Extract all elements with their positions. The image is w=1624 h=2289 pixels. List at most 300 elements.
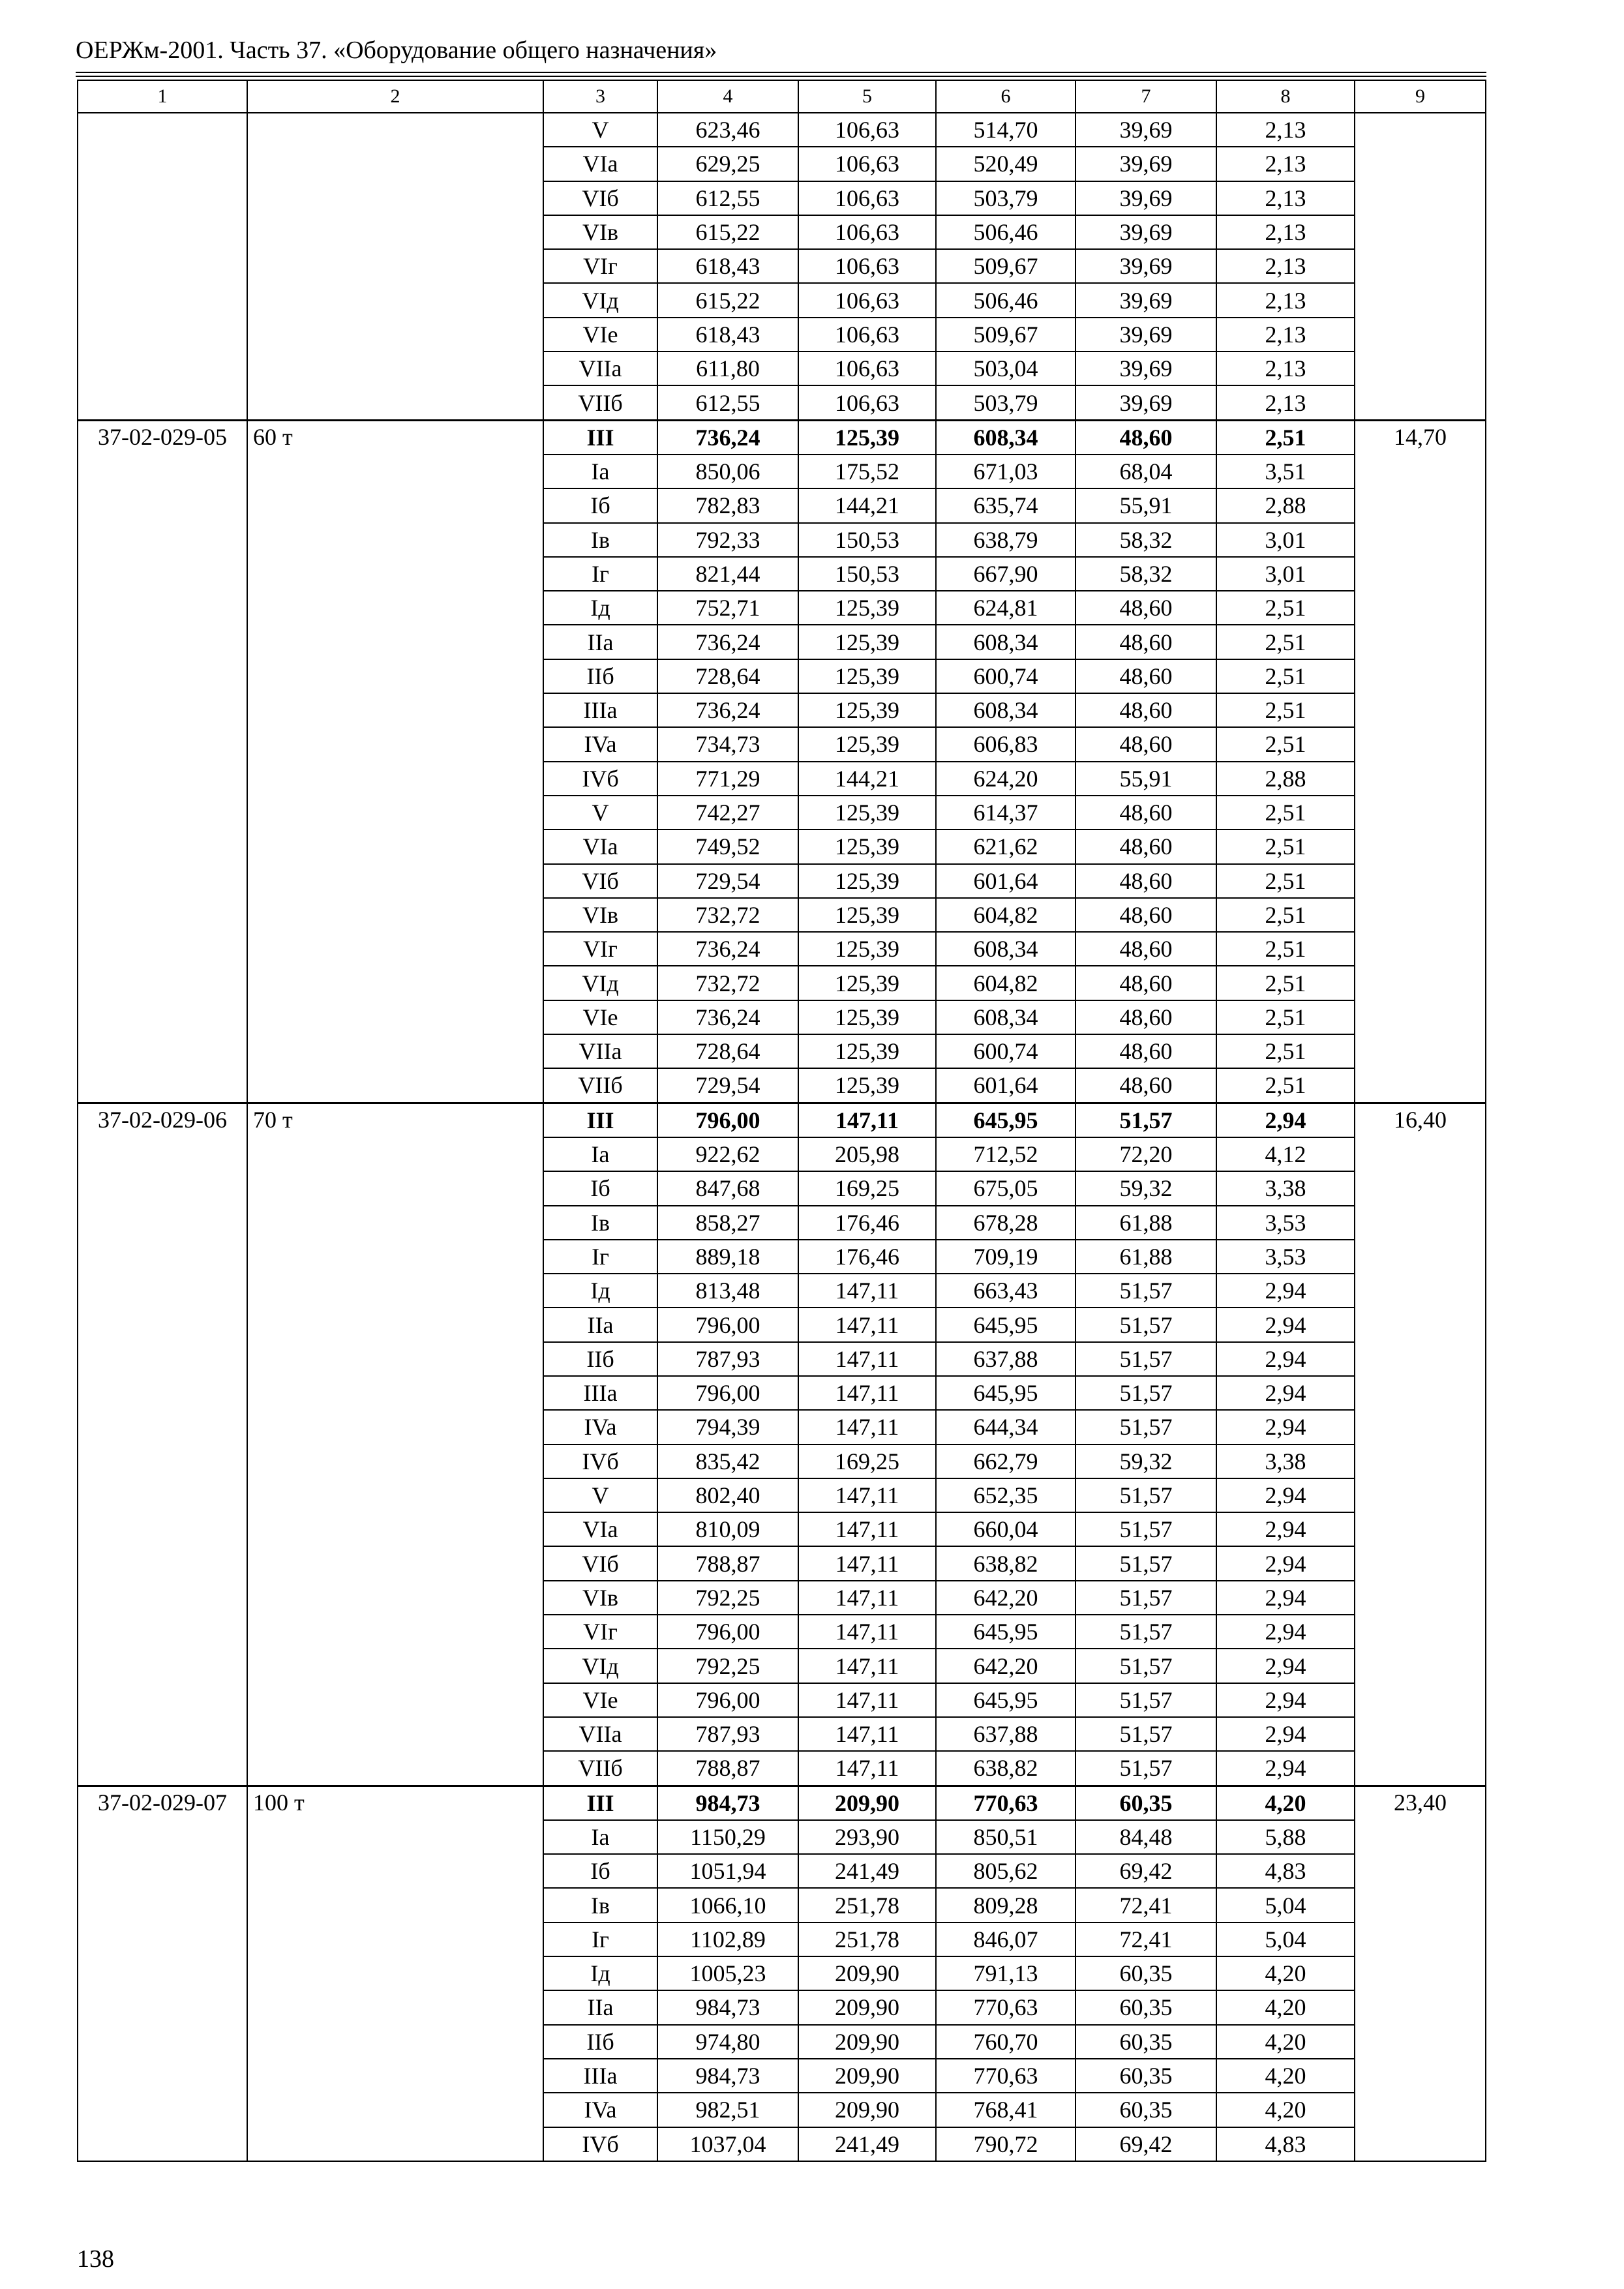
- value-cell: 147,11: [798, 1717, 936, 1751]
- value-cell: 729,54: [657, 1068, 798, 1103]
- value-cell: 503,79: [936, 181, 1075, 215]
- value-cell: 106,63: [798, 283, 936, 317]
- value-cell: 663,43: [936, 1274, 1075, 1308]
- value-cell: 51,57: [1075, 1478, 1216, 1512]
- value-cell: 623,46: [657, 113, 798, 147]
- value-cell: 782,83: [657, 488, 798, 522]
- zone-code-cell: Iв: [543, 1888, 657, 1922]
- value-cell: 241,49: [798, 2127, 936, 2161]
- value-cell: 39,69: [1075, 181, 1216, 215]
- value-cell: 60,35: [1075, 1786, 1216, 1820]
- value-cell: 39,69: [1075, 215, 1216, 249]
- value-cell: 51,57: [1075, 1546, 1216, 1580]
- value-cell: 125,39: [798, 864, 936, 898]
- value-cell: 792,25: [657, 1649, 798, 1683]
- value-cell: 176,46: [798, 1206, 936, 1240]
- value-cell: 2,88: [1216, 488, 1355, 522]
- value-cell: 678,28: [936, 1206, 1075, 1240]
- value-cell: 1102,89: [657, 1922, 798, 1956]
- value-cell: 175,52: [798, 455, 936, 488]
- zone-code-cell: IVб: [543, 1444, 657, 1478]
- column-header: 8: [1216, 80, 1355, 113]
- value-cell: 635,74: [936, 488, 1075, 522]
- zone-code-cell: V: [543, 113, 657, 147]
- column-header-row: [78, 80, 1486, 113]
- value-cell: 125,39: [798, 966, 936, 1000]
- value-cell: 209,90: [798, 1990, 936, 2024]
- value-cell: 51,57: [1075, 1342, 1216, 1376]
- zone-code-cell: VIIa: [543, 1717, 657, 1751]
- value-cell: 106,63: [798, 181, 936, 215]
- value-cell: 2,51: [1216, 693, 1355, 727]
- value-cell: 48,60: [1075, 796, 1216, 830]
- value-cell: 125,39: [798, 693, 936, 727]
- value-cell: 3,38: [1216, 1171, 1355, 1205]
- value-cell: 652,35: [936, 1478, 1075, 1512]
- value-cell: 147,11: [798, 1615, 936, 1649]
- value-cell: 4,20: [1216, 2025, 1355, 2059]
- value-cell: 58,32: [1075, 557, 1216, 591]
- value-cell: 506,46: [936, 283, 1075, 317]
- value-cell: 3,01: [1216, 557, 1355, 591]
- zone-code-cell: VIe: [543, 1683, 657, 1717]
- value-cell: 802,40: [657, 1478, 798, 1512]
- zone-code-cell: Iд: [543, 591, 657, 625]
- value-cell: 503,79: [936, 385, 1075, 420]
- value-cell: 147,11: [798, 1546, 936, 1580]
- value-cell: 2,51: [1216, 796, 1355, 830]
- value-cell: 709,19: [936, 1240, 1075, 1274]
- value-cell: 792,25: [657, 1581, 798, 1615]
- value-cell: 147,11: [798, 1308, 936, 1341]
- value-cell: 125,39: [798, 1000, 936, 1034]
- value-cell: 125,39: [798, 932, 936, 966]
- value-cell: 55,91: [1075, 762, 1216, 796]
- value-cell: 2,13: [1216, 318, 1355, 352]
- value-cell: 788,87: [657, 1751, 798, 1786]
- value-cell: 4,83: [1216, 2127, 1355, 2161]
- value-cell: 293,90: [798, 1820, 936, 1854]
- value-cell: 2,51: [1216, 830, 1355, 863]
- zone-code-cell: Iб: [543, 1171, 657, 1205]
- value-cell: 604,82: [936, 966, 1075, 1000]
- value-cell: 72,41: [1075, 1888, 1216, 1922]
- value-cell: 732,72: [657, 898, 798, 932]
- value-cell: 835,42: [657, 1444, 798, 1478]
- value-cell: 51,57: [1075, 1615, 1216, 1649]
- value-cell: 61,88: [1075, 1206, 1216, 1240]
- value-cell: 922,62: [657, 1137, 798, 1171]
- value-cell: 645,95: [936, 1308, 1075, 1341]
- value-cell: 624,81: [936, 591, 1075, 625]
- value-cell: 39,69: [1075, 283, 1216, 317]
- value-cell: 51,57: [1075, 1410, 1216, 1444]
- zone-code-cell: Iг: [543, 1922, 657, 1956]
- value-cell: 810,09: [657, 1512, 798, 1546]
- value-cell: 608,34: [936, 932, 1075, 966]
- value-cell: 106,63: [798, 249, 936, 283]
- value-cell: 4,20: [1216, 1786, 1355, 1820]
- column-9-value: 14,70: [1355, 420, 1486, 1103]
- value-cell: 48,60: [1075, 591, 1216, 625]
- value-cell: 514,70: [936, 113, 1075, 147]
- value-cell: 39,69: [1075, 352, 1216, 385]
- value-cell: 662,79: [936, 1444, 1075, 1478]
- value-cell: 2,13: [1216, 215, 1355, 249]
- value-cell: 2,94: [1216, 1717, 1355, 1751]
- value-cell: 2,51: [1216, 625, 1355, 659]
- zone-code-cell: VIд: [543, 966, 657, 1000]
- value-cell: 147,11: [798, 1410, 936, 1444]
- item-name: 100 т: [247, 1786, 543, 2161]
- value-cell: 813,48: [657, 1274, 798, 1308]
- value-cell: 712,52: [936, 1137, 1075, 1171]
- document-header: ОЕРЖм-2001. Часть 37. «Оборудование общего назначения»: [76, 37, 717, 64]
- value-cell: 982,51: [657, 2093, 798, 2127]
- value-cell: 2,13: [1216, 249, 1355, 283]
- zone-code-cell: Iв: [543, 1206, 657, 1240]
- zone-code-cell: VIe: [543, 318, 657, 352]
- value-cell: 611,80: [657, 352, 798, 385]
- value-cell: 2,94: [1216, 1274, 1355, 1308]
- value-cell: 642,20: [936, 1649, 1075, 1683]
- value-cell: 601,64: [936, 864, 1075, 898]
- value-cell: 147,11: [798, 1683, 936, 1717]
- table-row: [78, 1786, 1486, 1820]
- value-cell: 850,06: [657, 455, 798, 488]
- value-cell: 72,20: [1075, 1137, 1216, 1171]
- value-cell: 209,90: [798, 1956, 936, 1990]
- value-cell: 106,63: [798, 113, 936, 147]
- zone-code-cell: IIa: [543, 1308, 657, 1341]
- zone-code-cell: VIб: [543, 1546, 657, 1580]
- table-body: [78, 80, 1486, 2161]
- value-cell: 147,11: [798, 1342, 936, 1376]
- value-cell: 106,63: [798, 215, 936, 249]
- value-cell: 805,62: [936, 1854, 1075, 1888]
- value-cell: 169,25: [798, 1444, 936, 1478]
- item-code: [78, 113, 247, 420]
- value-cell: 39,69: [1075, 385, 1216, 420]
- zone-code-cell: IIб: [543, 659, 657, 693]
- value-cell: 984,73: [657, 1786, 798, 1820]
- zone-code-cell: VIг: [543, 249, 657, 283]
- zone-code-cell: III: [543, 420, 657, 455]
- column-header: 9: [1355, 80, 1486, 113]
- value-cell: 638,82: [936, 1751, 1075, 1786]
- value-cell: 615,22: [657, 283, 798, 317]
- value-cell: 125,39: [798, 796, 936, 830]
- value-cell: 69,42: [1075, 2127, 1216, 2161]
- zone-code-cell: IIIa: [543, 2059, 657, 2093]
- value-cell: 984,73: [657, 1990, 798, 2024]
- value-cell: 771,29: [657, 762, 798, 796]
- value-cell: 51,57: [1075, 1751, 1216, 1786]
- zone-code-cell: IIб: [543, 2025, 657, 2059]
- value-cell: 2,13: [1216, 385, 1355, 420]
- zone-code-cell: VIa: [543, 147, 657, 181]
- value-cell: 850,51: [936, 1820, 1075, 1854]
- value-cell: 147,11: [798, 1649, 936, 1683]
- value-cell: 125,39: [798, 1034, 936, 1068]
- column-header: 3: [543, 80, 657, 113]
- value-cell: 125,39: [798, 1068, 936, 1103]
- value-cell: 2,13: [1216, 181, 1355, 215]
- value-cell: 660,04: [936, 1512, 1075, 1546]
- value-cell: 4,20: [1216, 1990, 1355, 2024]
- value-cell: 645,95: [936, 1103, 1075, 1137]
- value-cell: 608,34: [936, 1000, 1075, 1034]
- value-cell: 2,13: [1216, 113, 1355, 147]
- value-cell: 4,20: [1216, 1956, 1355, 1990]
- value-cell: 241,49: [798, 1854, 936, 1888]
- item-name: 60 т: [247, 420, 543, 1103]
- value-cell: 2,13: [1216, 147, 1355, 181]
- zone-code-cell: IIa: [543, 625, 657, 659]
- zone-code-cell: IVa: [543, 1410, 657, 1444]
- zone-code-cell: IVб: [543, 2127, 657, 2161]
- value-cell: 749,52: [657, 830, 798, 863]
- value-cell: 629,25: [657, 147, 798, 181]
- value-cell: 847,68: [657, 1171, 798, 1205]
- value-cell: 48,60: [1075, 898, 1216, 932]
- value-cell: 974,80: [657, 2025, 798, 2059]
- value-cell: 637,88: [936, 1342, 1075, 1376]
- value-cell: 520,49: [936, 147, 1075, 181]
- value-cell: 788,87: [657, 1546, 798, 1580]
- value-cell: 2,94: [1216, 1546, 1355, 1580]
- zone-code-cell: V: [543, 1478, 657, 1512]
- value-cell: 39,69: [1075, 318, 1216, 352]
- value-cell: 612,55: [657, 385, 798, 420]
- value-cell: 2,13: [1216, 283, 1355, 317]
- value-cell: 209,90: [798, 2025, 936, 2059]
- value-cell: 615,22: [657, 215, 798, 249]
- value-cell: 606,83: [936, 727, 1075, 761]
- value-cell: 176,46: [798, 1240, 936, 1274]
- value-cell: 728,64: [657, 1034, 798, 1068]
- zone-code-cell: VIв: [543, 1581, 657, 1615]
- value-cell: 5,88: [1216, 1820, 1355, 1854]
- zone-code-cell: IIIa: [543, 1376, 657, 1410]
- value-cell: 637,88: [936, 1717, 1075, 1751]
- value-cell: 2,51: [1216, 864, 1355, 898]
- value-cell: 251,78: [798, 1888, 936, 1922]
- value-cell: 1150,29: [657, 1820, 798, 1854]
- value-cell: 752,71: [657, 591, 798, 625]
- value-cell: 644,34: [936, 1410, 1075, 1444]
- value-cell: 60,35: [1075, 1990, 1216, 2024]
- value-cell: 728,64: [657, 659, 798, 693]
- column-9-value: [1355, 113, 1486, 420]
- value-cell: 600,74: [936, 1034, 1075, 1068]
- value-cell: 51,57: [1075, 1717, 1216, 1751]
- zone-code-cell: VIг: [543, 932, 657, 966]
- value-cell: 209,90: [798, 2093, 936, 2127]
- zone-code-cell: Iг: [543, 1240, 657, 1274]
- value-cell: 601,64: [936, 1068, 1075, 1103]
- value-cell: 624,20: [936, 762, 1075, 796]
- value-cell: 2,94: [1216, 1478, 1355, 1512]
- value-cell: 600,74: [936, 659, 1075, 693]
- value-cell: 125,39: [798, 898, 936, 932]
- value-cell: 51,57: [1075, 1512, 1216, 1546]
- value-cell: 60,35: [1075, 2093, 1216, 2127]
- zone-code-cell: VIв: [543, 215, 657, 249]
- value-cell: 2,94: [1216, 1683, 1355, 1717]
- value-cell: 106,63: [798, 385, 936, 420]
- value-cell: 796,00: [657, 1683, 798, 1717]
- value-cell: 1051,94: [657, 1854, 798, 1888]
- value-cell: 84,48: [1075, 1820, 1216, 1854]
- value-cell: 72,41: [1075, 1922, 1216, 1956]
- value-cell: 2,51: [1216, 727, 1355, 761]
- zone-code-cell: VIг: [543, 1615, 657, 1649]
- value-cell: 3,53: [1216, 1206, 1355, 1240]
- value-cell: 506,46: [936, 215, 1075, 249]
- value-cell: 608,34: [936, 625, 1075, 659]
- zone-code-cell: VIIa: [543, 1034, 657, 1068]
- value-cell: 608,34: [936, 420, 1075, 455]
- zone-code-cell: IIб: [543, 1342, 657, 1376]
- value-cell: 742,27: [657, 796, 798, 830]
- value-cell: 732,72: [657, 966, 798, 1000]
- value-cell: 144,21: [798, 762, 936, 796]
- column-header: 1: [78, 80, 247, 113]
- value-cell: 106,63: [798, 318, 936, 352]
- zone-code-cell: Ia: [543, 1820, 657, 1854]
- zone-code-cell: IVб: [543, 762, 657, 796]
- zone-code-cell: IIIa: [543, 693, 657, 727]
- value-cell: 736,24: [657, 693, 798, 727]
- zone-code-cell: VIIб: [543, 1068, 657, 1103]
- value-cell: 3,53: [1216, 1240, 1355, 1274]
- value-cell: 642,20: [936, 1581, 1075, 1615]
- value-cell: 2,94: [1216, 1103, 1355, 1137]
- value-cell: 4,20: [1216, 2059, 1355, 2093]
- value-cell: 51,57: [1075, 1376, 1216, 1410]
- value-cell: 150,53: [798, 557, 936, 591]
- value-cell: 618,43: [657, 249, 798, 283]
- value-cell: 48,60: [1075, 727, 1216, 761]
- value-cell: 51,57: [1075, 1581, 1216, 1615]
- value-cell: 791,13: [936, 1956, 1075, 1990]
- zone-code-cell: VIв: [543, 898, 657, 932]
- value-cell: 509,67: [936, 249, 1075, 283]
- value-cell: 638,79: [936, 523, 1075, 557]
- value-cell: 2,51: [1216, 1034, 1355, 1068]
- value-cell: 796,00: [657, 1103, 798, 1137]
- value-cell: 2,94: [1216, 1376, 1355, 1410]
- value-cell: 638,82: [936, 1546, 1075, 1580]
- value-cell: 645,95: [936, 1683, 1075, 1717]
- value-cell: 48,60: [1075, 420, 1216, 455]
- value-cell: 2,51: [1216, 932, 1355, 966]
- column-9-value: 23,40: [1355, 1786, 1486, 2161]
- value-cell: 1005,23: [657, 1956, 798, 1990]
- value-cell: 794,39: [657, 1410, 798, 1444]
- value-cell: 2,51: [1216, 1068, 1355, 1103]
- value-cell: 147,11: [798, 1274, 936, 1308]
- zone-code-cell: IVa: [543, 727, 657, 761]
- value-cell: 209,90: [798, 2059, 936, 2093]
- value-cell: 4,12: [1216, 1137, 1355, 1171]
- value-cell: 48,60: [1075, 932, 1216, 966]
- value-cell: 5,04: [1216, 1922, 1355, 1956]
- value-cell: 68,04: [1075, 455, 1216, 488]
- value-cell: 2,94: [1216, 1410, 1355, 1444]
- value-cell: 106,63: [798, 147, 936, 181]
- zone-code-cell: Iб: [543, 488, 657, 522]
- value-cell: 618,43: [657, 318, 798, 352]
- value-cell: 125,39: [798, 625, 936, 659]
- zone-code-cell: IIa: [543, 1990, 657, 2024]
- value-cell: 55,91: [1075, 488, 1216, 522]
- value-cell: 770,63: [936, 2059, 1075, 2093]
- table-row: [78, 420, 1486, 455]
- value-cell: 2,51: [1216, 659, 1355, 693]
- value-cell: 796,00: [657, 1376, 798, 1410]
- header-rule-top: [76, 72, 1486, 73]
- value-cell: 796,00: [657, 1308, 798, 1341]
- value-cell: 2,51: [1216, 898, 1355, 932]
- item-code: 37-02-029-07: [78, 1786, 247, 2161]
- value-cell: 645,95: [936, 1615, 1075, 1649]
- value-cell: 729,54: [657, 864, 798, 898]
- price-table: [77, 80, 1486, 2162]
- value-cell: 39,69: [1075, 147, 1216, 181]
- value-cell: 39,69: [1075, 249, 1216, 283]
- value-cell: 39,69: [1075, 113, 1216, 147]
- value-cell: 150,53: [798, 523, 936, 557]
- value-cell: 60,35: [1075, 2025, 1216, 2059]
- value-cell: 809,28: [936, 1888, 1075, 1922]
- value-cell: 209,90: [798, 1786, 936, 1820]
- value-cell: 2,94: [1216, 1308, 1355, 1341]
- column-header: 5: [798, 80, 936, 113]
- value-cell: 2,51: [1216, 1000, 1355, 1034]
- value-cell: 61,88: [1075, 1240, 1216, 1274]
- zone-code-cell: VIIa: [543, 352, 657, 385]
- value-cell: 770,63: [936, 1990, 1075, 2024]
- value-cell: 889,18: [657, 1240, 798, 1274]
- value-cell: 787,93: [657, 1717, 798, 1751]
- value-cell: 48,60: [1075, 625, 1216, 659]
- table-row: [78, 113, 1486, 147]
- value-cell: 48,60: [1075, 1034, 1216, 1068]
- value-cell: 147,11: [798, 1581, 936, 1615]
- zone-code-cell: VIIб: [543, 1751, 657, 1786]
- value-cell: 2,51: [1216, 966, 1355, 1000]
- value-cell: 169,25: [798, 1171, 936, 1205]
- table-row: [78, 1103, 1486, 1137]
- value-cell: 59,32: [1075, 1171, 1216, 1205]
- zone-code-cell: Iб: [543, 1854, 657, 1888]
- value-cell: 125,39: [798, 591, 936, 625]
- value-cell: 5,04: [1216, 1888, 1355, 1922]
- value-cell: 604,82: [936, 898, 1075, 932]
- value-cell: 984,73: [657, 2059, 798, 2093]
- value-cell: 147,11: [798, 1751, 936, 1786]
- value-cell: 205,98: [798, 1137, 936, 1171]
- value-cell: 614,37: [936, 796, 1075, 830]
- zone-code-cell: VIIб: [543, 385, 657, 420]
- value-cell: 2,94: [1216, 1751, 1355, 1786]
- value-cell: 69,42: [1075, 1854, 1216, 1888]
- value-cell: 736,24: [657, 1000, 798, 1034]
- zone-code-cell: IVa: [543, 2093, 657, 2127]
- value-cell: 48,60: [1075, 659, 1216, 693]
